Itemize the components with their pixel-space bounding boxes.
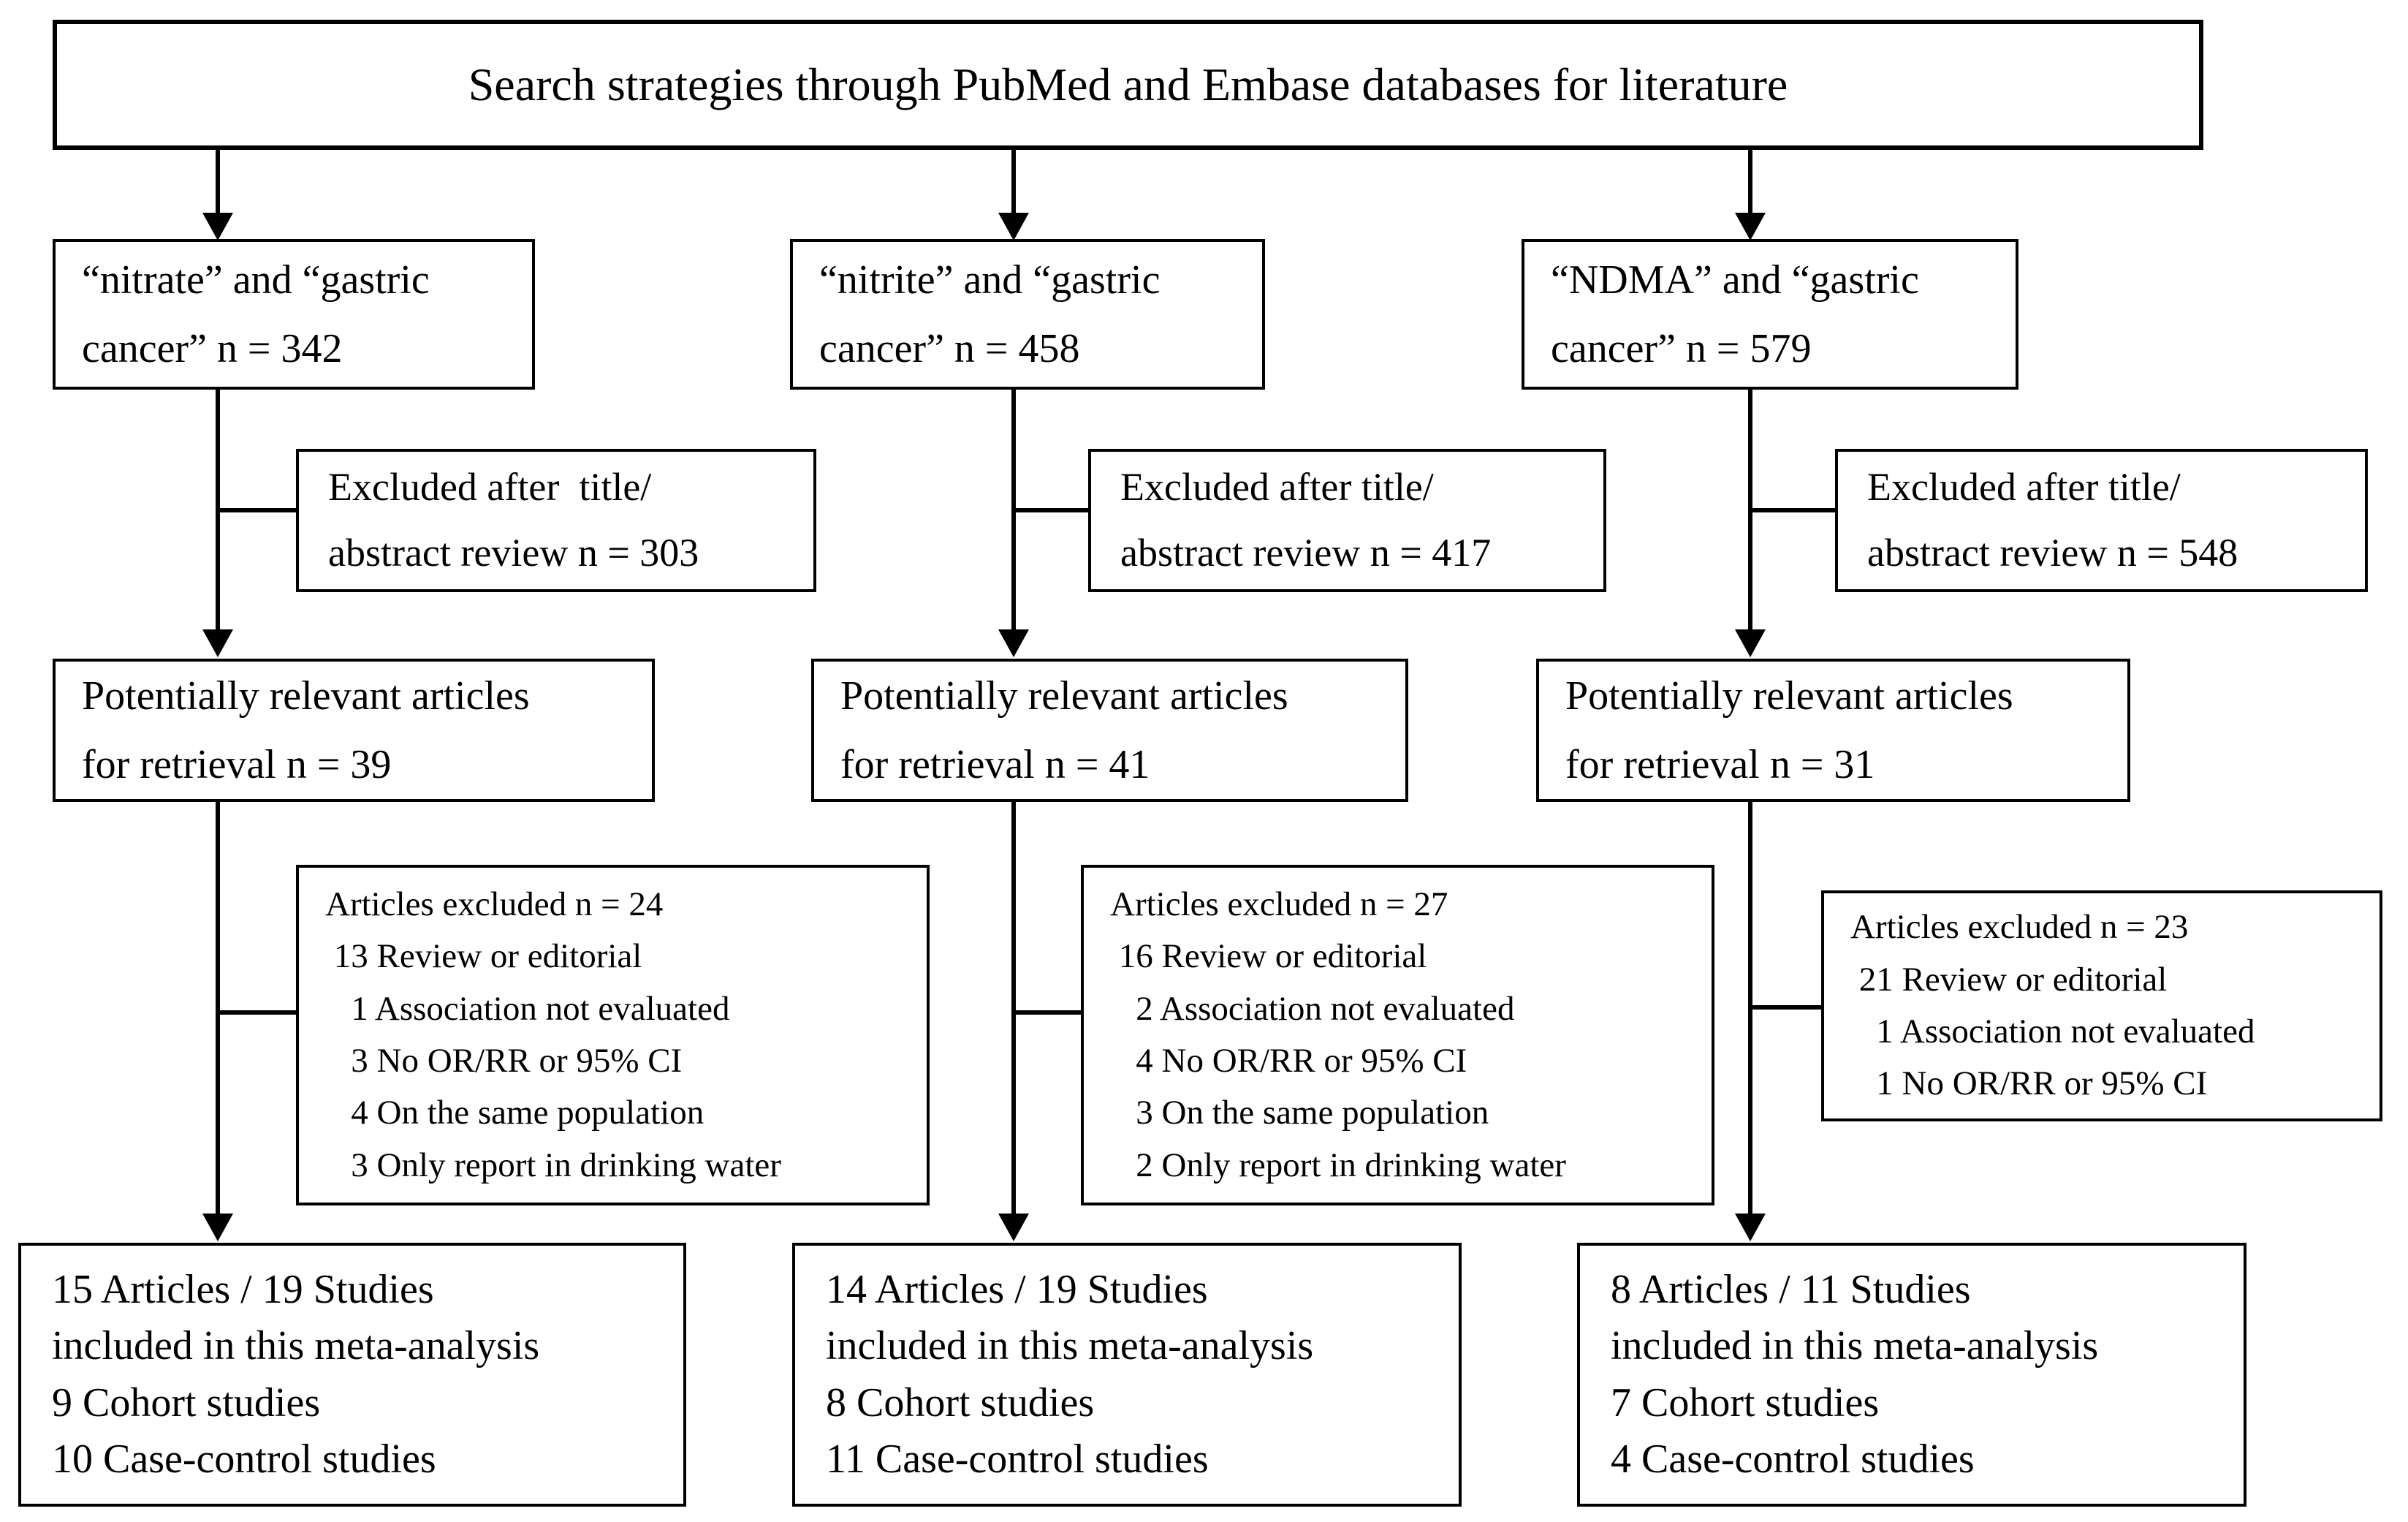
included-line: 8 Cohort studies	[826, 1379, 1095, 1426]
connector-relevant-to-included-1	[216, 802, 220, 1215]
relevant-line: for retrieval n = 39	[82, 742, 392, 787]
arrowhead-down-icon	[202, 629, 233, 657]
arrowhead-down-icon	[202, 1214, 233, 1241]
articles-excluded-line: 3 Only report in drinking water	[325, 1146, 781, 1184]
articles-excluded-line: 21 Review or editorial	[1850, 960, 2168, 999]
included-line: 9 Cohort studies	[52, 1379, 321, 1426]
relevant-line: for retrieval n = 31	[1565, 742, 1875, 787]
arrowhead-down-icon	[1735, 1214, 1766, 1241]
connector-branch-excluded-2	[1014, 508, 1088, 512]
articles-excluded-line: 13 Review or editorial	[325, 937, 642, 976]
articles-excluded-line: 2 Only report in drinking water	[1110, 1146, 1566, 1184]
arrowhead-down-icon	[202, 213, 233, 241]
query-line: cancer” n = 458	[819, 326, 1080, 371]
articles-excluded-line: 3 No OR/RR or 95% CI	[325, 1042, 683, 1080]
relevant-articles-box-ndma	[1536, 659, 2130, 802]
connector-relevant-to-included-2	[1011, 802, 1016, 1215]
excluded-line: Excluded after title/	[1867, 465, 2181, 510]
articles-excluded-line: Articles excluded n = 27	[1110, 885, 1448, 923]
connector-top-to-query-2	[1011, 150, 1016, 214]
excluded-title-abstract-box-ndma	[1835, 449, 2368, 592]
included-line: 10 Case-control studies	[52, 1436, 436, 1482]
included-line: 14 Articles / 19 Studies	[826, 1266, 1208, 1312]
excluded-title-abstract-box-nitrite	[1088, 449, 1606, 592]
query-line: “NDMA” and “gastric	[1551, 257, 1919, 303]
included-studies-box-ndma	[1577, 1243, 2246, 1507]
included-line: 7 Cohort studies	[1611, 1379, 1880, 1426]
arrowhead-down-icon	[998, 213, 1029, 241]
included-line: 11 Case-control studies	[826, 1436, 1209, 1482]
relevant-articles-box-nitrite	[811, 659, 1408, 802]
included-line: 4 Case-control studies	[1611, 1436, 1975, 1482]
arrowhead-down-icon	[998, 629, 1029, 657]
articles-excluded-box-nitrate	[296, 865, 930, 1205]
query-box-nitrate	[53, 239, 535, 390]
articles-excluded-line: 2 Association not evaluated	[1110, 989, 1515, 1028]
included-line: included in this meta-analysis	[52, 1323, 540, 1369]
excluded-line: abstract review n = 303	[328, 531, 699, 575]
articles-excluded-line: 16 Review or editorial	[1110, 937, 1427, 976]
query-box-nitrite	[790, 239, 1265, 390]
connector-branch-excluded-3	[1750, 508, 1835, 512]
articles-excluded-line: 4 On the same population	[325, 1094, 704, 1132]
arrowhead-down-icon	[998, 1214, 1029, 1241]
included-line: included in this meta-analysis	[826, 1323, 1314, 1369]
included-line: included in this meta-analysis	[1611, 1323, 2099, 1369]
articles-excluded-line: 1 Association not evaluated	[1850, 1012, 2255, 1050]
relevant-line: Potentially relevant articles	[840, 673, 1288, 719]
included-studies-box-nitrate	[18, 1243, 686, 1507]
title-box	[53, 20, 2203, 150]
connector-branch-articles-excluded-2	[1014, 1010, 1081, 1015]
query-line: cancer” n = 579	[1551, 326, 1812, 371]
connector-top-to-query-1	[216, 150, 220, 214]
excluded-title-abstract-box-nitrate	[296, 449, 816, 592]
relevant-line: Potentially relevant articles	[1565, 673, 2013, 719]
connector-branch-articles-excluded-3	[1750, 1005, 1821, 1010]
query-box-ndma	[1522, 239, 2018, 390]
relevant-line: Potentially relevant articles	[82, 673, 530, 719]
articles-excluded-box-nitrite	[1081, 865, 1714, 1205]
articles-excluded-box-ndma	[1821, 890, 2382, 1121]
included-studies-box-nitrite	[792, 1243, 1462, 1507]
connector-branch-articles-excluded-1	[218, 1010, 296, 1015]
connector-top-to-query-3	[1748, 150, 1752, 214]
arrowhead-down-icon	[1735, 629, 1766, 657]
title-text: Search strategies through PubMed and Embase databases for literature	[468, 58, 1788, 110]
relevant-articles-box-nitrate	[53, 659, 655, 802]
articles-excluded-line: Articles excluded n = 24	[325, 885, 664, 923]
excluded-line: abstract review n = 548	[1867, 531, 2238, 575]
arrowhead-down-icon	[1735, 213, 1766, 241]
query-line: “nitrite” and “gastric	[819, 257, 1161, 303]
included-line: 8 Articles / 11 Studies	[1611, 1266, 1971, 1312]
query-line: “nitrate” and “gastric	[82, 257, 430, 303]
excluded-line: abstract review n = 417	[1120, 531, 1492, 575]
articles-excluded-line: Articles excluded n = 23	[1850, 908, 2189, 947]
excluded-line: Excluded after title/	[328, 465, 652, 510]
articles-excluded-line: 4 No OR/RR or 95% CI	[1110, 1042, 1467, 1080]
query-line: cancer” n = 342	[82, 326, 343, 371]
articles-excluded-line: 3 On the same population	[1110, 1094, 1489, 1132]
excluded-line: Excluded after title/	[1120, 465, 1434, 510]
articles-excluded-line: 1 Association not evaluated	[325, 989, 730, 1028]
relevant-line: for retrieval n = 41	[840, 742, 1150, 787]
articles-excluded-line: 1 No OR/RR or 95% CI	[1850, 1064, 2208, 1103]
connector-branch-excluded-1	[218, 508, 298, 512]
included-line: 15 Articles / 19 Studies	[52, 1266, 434, 1312]
